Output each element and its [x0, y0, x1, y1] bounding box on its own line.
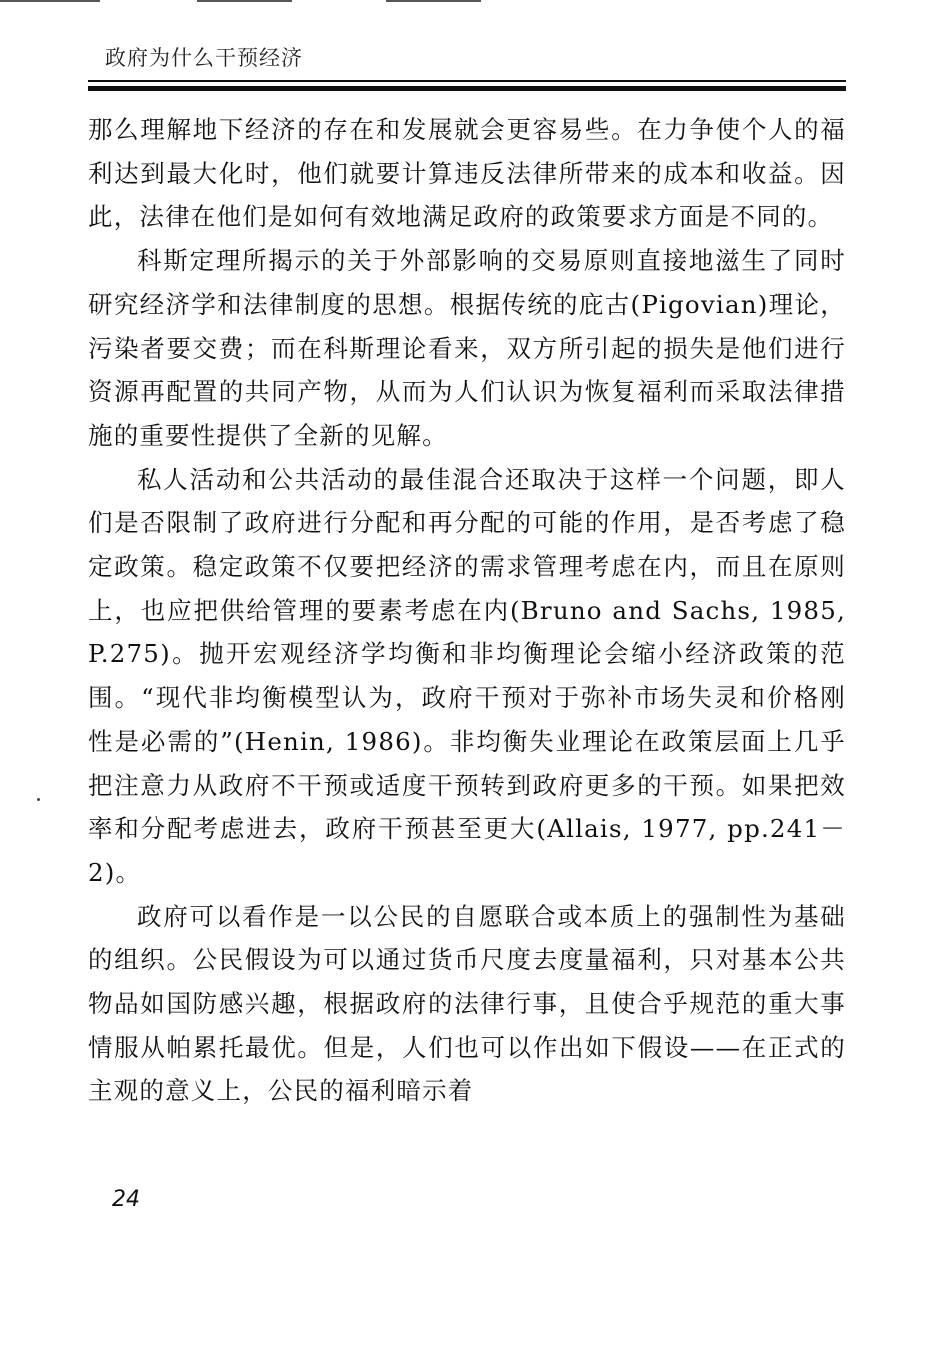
header-rule-thin [88, 80, 846, 82]
scan-speck [37, 798, 40, 801]
header-rule-thick [88, 86, 846, 91]
paragraph-government-organization: 政府可以看作是一以公民的自愿联合或本质上的强制性为基础的组织。公民假设为可以通过货币尺度去度量福利，只对基本公共物品如国防感兴趣，根据政府的法律行事，且使合乎规范的重大事情服从帕累托最优。但是，人们也可以作出如下假设——在正式的主观的意义上，公民的福利暗示着 [88, 901, 846, 1106]
running-title: 政府为什么干预经济 [105, 46, 303, 70]
paragraph-coase-theorem: 科斯定理所揭示的关于外部影响的交易原则直接地滋生了同时研究经济学和法律制度的思想。根据传统的庇古(Pigovian)理论，污染者要交费；而在科斯理论看来，双方所引起的损失是他们进行资源再配置的共同产物，从而为人们认识为恢复福利而采取法律措施的重要性提供了全新的见解。 [88, 246, 846, 450]
scan-edge-mark [197, 0, 292, 2]
paragraph-continuation: 那么理解地下经济的存在和发展就会更容易些。在力争使个人的福利达到最大化时，他们就要计算违反法律所带来的成本和收益。因此，法律在他们是如何有效地满足政府的政策要求方面是不同的。 [88, 115, 846, 232]
scan-edge-mark [0, 0, 100, 2]
scan-edge-mark [386, 0, 481, 2]
page-number: 24 [112, 1187, 140, 1212]
paragraph-stabilization-policy: 私人活动和公共活动的最佳混合还取决于这样一个问题，即人们是否限制了政府进行分配和再分配的可能的作用，是否考虑了稳定政策。稳定政策不仅要把经济的需求管理考虑在内，而且在原则上，也应把供给管理的要素考虑在内(Bruno and Sachs, 1985, P.275)。抛开宏观经济学均衡和非均衡理论会缩小经济政策的范围。“现代非均衡模型认为，政府干预对于弥补市场失灵和价格刚性是必需的”(Henin, 1986)。非均衡失业理论在政策层面上几乎把注意力从政府不干预或适度干预转到政府更多的干预。如果把效率和分配考虑进去，政府干预甚至更大(Allais, 1977, pp.241－2)。 [88, 464, 846, 887]
body-text [88, 108, 846, 1113]
